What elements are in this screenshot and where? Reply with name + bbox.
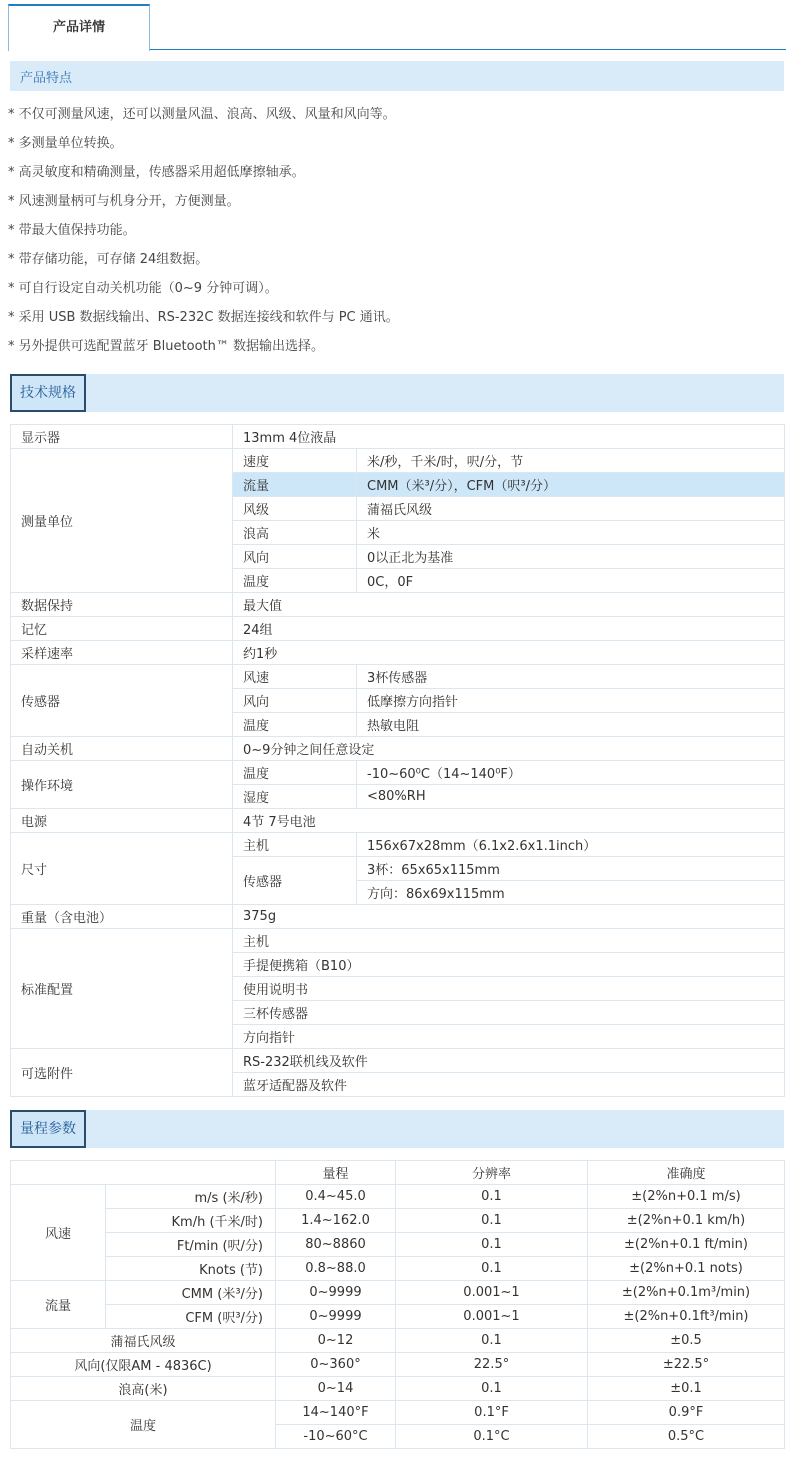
features-title: 产品特点	[20, 71, 73, 86]
spec-title: 技术规格	[10, 374, 86, 412]
spec-value: 方向：86x69x115mm	[357, 881, 785, 905]
column-header: 准确度	[588, 1161, 785, 1185]
spec-sublabel: 温度	[233, 713, 357, 737]
spec-value: 3杯传感器	[357, 665, 785, 689]
spec-value: 手提便携箱（B10）	[233, 953, 785, 977]
range-value: 0~12	[276, 1329, 396, 1353]
spec-label: 操作环境	[11, 761, 233, 809]
spec-value: <80%RH	[357, 785, 785, 809]
unit-label: m/s (米/秒)	[106, 1185, 276, 1209]
range-title: 量程参数	[10, 1110, 86, 1148]
group-label: 浪高(米)	[11, 1377, 276, 1401]
table-row	[11, 1329, 785, 1353]
feature-item: * 高灵敏度和精确测量，传感器采用超低摩擦轴承。	[8, 165, 305, 180]
spec-label: 电源	[11, 809, 233, 833]
table-row	[11, 1305, 785, 1329]
spec-value: 0以正北为基准	[357, 545, 785, 569]
group-label: 流量	[11, 1281, 106, 1329]
header-empty	[11, 1161, 276, 1185]
table-row	[11, 1377, 785, 1401]
unit-label: CMM (米³/分)	[106, 1281, 276, 1305]
spec-value: CMM（米³/分），CFM（呎³/分）	[357, 473, 785, 497]
table-row	[11, 809, 785, 833]
table-row	[11, 737, 785, 761]
resolution-value: 22.5°	[396, 1353, 588, 1377]
spec-label: 尺寸	[11, 833, 233, 905]
spec-value: 最大值	[233, 593, 785, 617]
spec-value: 低摩擦方向指针	[357, 689, 785, 713]
accuracy-value: ±(2%n+0.1ft³/min)	[588, 1305, 785, 1329]
spec-value: RS-232联机线及软件	[233, 1049, 785, 1073]
spec-sublabel: 温度	[233, 569, 357, 593]
feature-item: * 带存储功能，可存储 24组数据。	[8, 252, 209, 267]
column-header: 分辨率	[396, 1161, 588, 1185]
spec-label: 采样速率	[11, 641, 233, 665]
table-row	[11, 1185, 785, 1209]
spec-sublabel: 主机	[233, 833, 357, 857]
range-value: 14~140°F	[276, 1401, 396, 1425]
spec-value: 米	[357, 521, 785, 545]
accuracy-value: ±22.5°	[588, 1353, 785, 1377]
spec-value: 三杯传感器	[233, 1001, 785, 1025]
feature-item: * 可自行设定自动关机功能（0~9 分钟可调）。	[8, 281, 278, 296]
spec-sublabel: 传感器	[233, 857, 357, 905]
spec-sublabel: 浪高	[233, 521, 357, 545]
features-list	[8, 104, 788, 365]
spec-value: 0~9分钟之间任意设定	[233, 737, 785, 761]
accuracy-value: ±0.1	[588, 1377, 785, 1401]
accuracy-value: ±(2%n+0.1 nots)	[588, 1257, 785, 1281]
spec-label: 可选附件	[11, 1049, 233, 1097]
spec-value: 主机	[233, 929, 785, 953]
spec-value: 方向指针	[233, 1025, 785, 1049]
spec-value: 13mm 4位液晶	[233, 425, 785, 449]
unit-label: CFM (呎³/分)	[106, 1305, 276, 1329]
unit-label: Ft/min (呎/分)	[106, 1233, 276, 1257]
spec-label: 显示器	[11, 425, 233, 449]
table-header-row	[11, 1161, 785, 1185]
resolution-value: 0.1	[396, 1209, 588, 1233]
table-row	[11, 1209, 785, 1233]
group-label: 蒲福氏风级	[11, 1329, 276, 1353]
spec-sublabel: 流量	[233, 473, 357, 497]
range-value: 80~8860	[276, 1233, 396, 1257]
group-label: 风向(仅限AM - 4836C)	[11, 1353, 276, 1377]
resolution-value: 0.1	[396, 1329, 588, 1353]
table-row	[11, 641, 785, 665]
spec-value: 使用说明书	[233, 977, 785, 1001]
feature-item: * 风速测量柄可与机身分开，方便测量。	[8, 194, 240, 209]
spec-value: 3杯：65x65x115mm	[357, 857, 785, 881]
table-row	[11, 1049, 785, 1073]
spec-label: 传感器	[11, 665, 233, 737]
spec-value: 24组	[233, 617, 785, 641]
accuracy-value: 0.9°F	[588, 1401, 785, 1425]
table-row	[11, 1353, 785, 1377]
group-label: 温度	[11, 1401, 276, 1449]
spec-table	[10, 424, 785, 1097]
unit-label: Km/h (千米/时)	[106, 1209, 276, 1233]
table-row	[11, 425, 785, 449]
accuracy-value: ±(2%n+0.1 km/h)	[588, 1209, 785, 1233]
range-table	[10, 1160, 785, 1449]
table-row	[11, 905, 785, 929]
group-label: 风速	[11, 1185, 106, 1281]
spec-sublabel: 风向	[233, 689, 357, 713]
spec-value: 热敏电阻	[357, 713, 785, 737]
spec-label: 标准配置	[11, 929, 233, 1049]
accuracy-value: ±0.5	[588, 1329, 785, 1353]
table-row	[11, 665, 785, 689]
resolution-value: 0.1	[396, 1233, 588, 1257]
resolution-value: 0.001~1	[396, 1305, 588, 1329]
feature-item: * 不仅可测量风速，还可以测量风温、浪高、风级、风量和风向等。	[8, 107, 396, 122]
spec-value: 蒲福氏风级	[357, 497, 785, 521]
range-value: -10~60°C	[276, 1425, 396, 1449]
feature-item: * 采用 USB 数据线输出、RS-232C 数据连接线和软件与 PC 通讯。	[8, 310, 399, 325]
unit-label: Knots (节)	[106, 1257, 276, 1281]
resolution-value: 0.1	[396, 1377, 588, 1401]
range-value: 0.8~88.0	[276, 1257, 396, 1281]
range-value: 0~9999	[276, 1281, 396, 1305]
table-row	[11, 449, 785, 473]
table-row	[11, 1257, 785, 1281]
table-row	[11, 1281, 785, 1305]
tab-bar	[8, 4, 786, 50]
resolution-value: 0.1	[396, 1185, 588, 1209]
column-header: 量程	[276, 1161, 396, 1185]
accuracy-value: ±(2%n+0.1 m/s)	[588, 1185, 785, 1209]
spec-sublabel: 温度	[233, 761, 357, 785]
spec-label: 记忆	[11, 617, 233, 641]
spec-label: 自动关机	[11, 737, 233, 761]
spec-value: 蓝牙适配器及软件	[233, 1073, 785, 1097]
spec-sublabel: 湿度	[233, 785, 357, 809]
range-section-header	[10, 1110, 784, 1148]
table-row	[11, 1233, 785, 1257]
range-value: 1.4~162.0	[276, 1209, 396, 1233]
spec-value: 米/秒，千米/时，呎/分，节	[357, 449, 785, 473]
table-row	[11, 1401, 785, 1425]
range-value: 0~14	[276, 1377, 396, 1401]
resolution-value: 0.1	[396, 1257, 588, 1281]
table-row	[11, 617, 785, 641]
resolution-value: 0.1°C	[396, 1425, 588, 1449]
accuracy-value: ±(2%n+0.1m³/min)	[588, 1281, 785, 1305]
spec-value: 0C，0F	[357, 569, 785, 593]
features-section-header	[10, 61, 784, 91]
feature-item: * 另外提供可选配置蓝牙 Bluetooth™ 数据输出选择。	[8, 339, 325, 354]
range-value: 0~360°	[276, 1353, 396, 1377]
spec-sublabel: 风速	[233, 665, 357, 689]
spec-label: 测量单位	[11, 449, 233, 593]
spec-sublabel: 速度	[233, 449, 357, 473]
resolution-value: 0.1°F	[396, 1401, 588, 1425]
spec-value: -10~60⁰C（14~140⁰F）	[357, 761, 785, 785]
accuracy-value: 0.5°C	[588, 1425, 785, 1449]
spec-section-header	[10, 374, 784, 412]
spec-label: 重量（含电池）	[11, 905, 233, 929]
table-row	[11, 833, 785, 857]
table-row	[11, 929, 785, 953]
range-value: 0.4~45.0	[276, 1185, 396, 1209]
resolution-value: 0.001~1	[396, 1281, 588, 1305]
feature-item: * 多测量单位转换。	[8, 136, 123, 151]
tab-product-details[interactable]: 产品详情	[8, 4, 150, 51]
table-row	[11, 593, 785, 617]
spec-value: 375g	[233, 905, 785, 929]
range-value: 0~9999	[276, 1305, 396, 1329]
spec-label: 数据保持	[11, 593, 233, 617]
feature-item: * 带最大值保持功能。	[8, 223, 136, 238]
spec-value: 156x67x28mm（6.1x2.6x1.1inch）	[357, 833, 785, 857]
table-row	[11, 761, 785, 785]
spec-sublabel: 风向	[233, 545, 357, 569]
spec-value: 4节 7号电池	[233, 809, 785, 833]
spec-value: 约1秒	[233, 641, 785, 665]
accuracy-value: ±(2%n+0.1 ft/min)	[588, 1233, 785, 1257]
spec-sublabel: 风级	[233, 497, 357, 521]
